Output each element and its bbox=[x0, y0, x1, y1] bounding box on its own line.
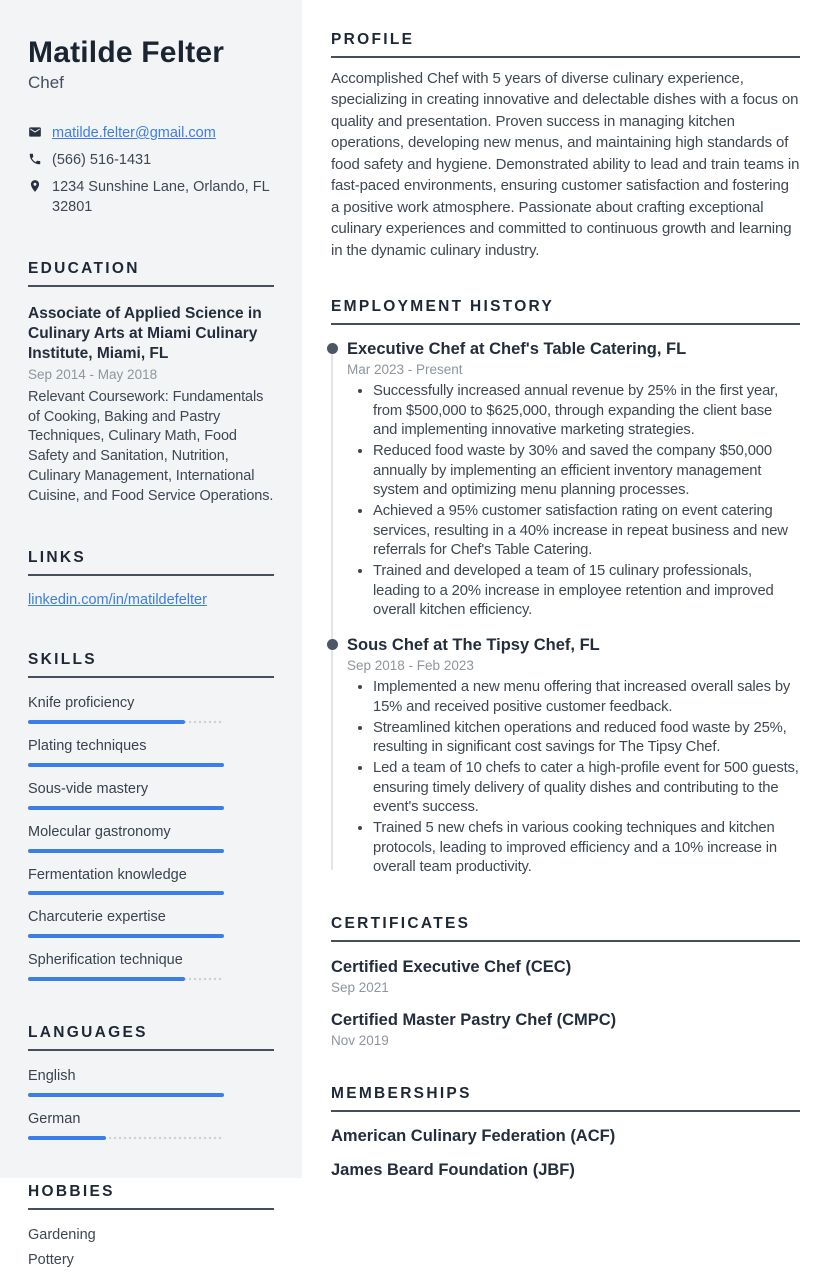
language-level-track bbox=[28, 1136, 224, 1140]
skill-level-fill bbox=[28, 763, 224, 767]
job-entry bbox=[331, 635, 800, 878]
hobbies-section bbox=[28, 1182, 274, 1273]
language-label: German bbox=[28, 1111, 81, 1128]
certificates-heading: CERTIFICATES bbox=[331, 914, 471, 932]
heading-divider bbox=[28, 574, 274, 576]
employment-timeline bbox=[331, 339, 800, 878]
employment-heading: EMPLOYMENT HISTORY bbox=[331, 297, 555, 315]
heading-divider bbox=[28, 285, 274, 287]
language-label: English bbox=[28, 1068, 76, 1085]
job-bullet: • Successfully increased annual revenue by 25% in the first year, from $500,000 to $625,000, through expanding the client base and implementing innovative marketing strategies. bbox=[373, 382, 800, 441]
linkedin-link[interactable]: linkedin.com/in/matildefelter bbox=[28, 592, 207, 609]
education-degree: Associate of Applied Science in Culinary Arts at Miami Culinary Institute, Miami, FL bbox=[28, 305, 262, 362]
job-entry bbox=[331, 339, 800, 621]
links-section bbox=[28, 548, 274, 608]
hobbies-list bbox=[28, 1223, 274, 1273]
skill-label: Molecular gastronomy bbox=[28, 823, 171, 840]
job-bullet: • Reduced food waste by 30% and saved the company $50,000 annually by implementing an efficient inventory management system and optimizing menu planning processes. bbox=[373, 442, 800, 501]
email-link[interactable]: matilde.felter@gmail.com bbox=[52, 125, 216, 141]
heading-divider bbox=[331, 56, 800, 58]
skill-level-track bbox=[28, 891, 224, 895]
skill-level-fill bbox=[28, 977, 185, 981]
memberships-list bbox=[331, 1126, 800, 1180]
skill-item bbox=[28, 866, 274, 896]
hobbies-heading: HOBBIES bbox=[28, 1182, 115, 1200]
skill-label: Charcuterie expertise bbox=[28, 909, 166, 926]
phone-icon bbox=[28, 152, 42, 166]
heading-divider bbox=[331, 940, 800, 942]
hobby-item: Gardening bbox=[28, 1226, 96, 1243]
skill-level-track bbox=[28, 977, 224, 981]
profile-text: Accomplished Chef with 5 years of diverse culinary experience, specializing in creating innovative and delectable dishes with a focus on quality and presentation. Proven success in managing kitchen operations, developing new menus, and maintaining high standards of food safety and hygiene. Demonstrated ability to lead and train teams in fast-paced environments, ensuring customer satisfaction and fostering a positive work atmosphere. Passionate about crafting exceptional culinary experiences and committed to continuous growth and learning in the dynamic culinary industry. bbox=[331, 70, 800, 259]
certificate-date: Sep 2021 bbox=[331, 980, 389, 996]
skill-item bbox=[28, 737, 274, 767]
languages-section bbox=[28, 1023, 274, 1140]
membership-item: American Culinary Federation (ACF) bbox=[331, 1127, 616, 1146]
contact-row-phone bbox=[28, 150, 274, 170]
skill-label: Sous-vide mastery bbox=[28, 780, 149, 797]
person-name: Matilde Felter bbox=[28, 36, 225, 69]
certificate-item bbox=[331, 957, 800, 995]
skill-level-fill bbox=[28, 806, 224, 810]
skill-item bbox=[28, 908, 274, 938]
skill-item bbox=[28, 823, 274, 853]
main-column bbox=[302, 0, 833, 1178]
certificate-title: Certified Master Pastry Chef (CMPC) bbox=[331, 1011, 617, 1030]
profile-heading: PROFILE bbox=[331, 31, 415, 48]
language-level-fill bbox=[28, 1136, 106, 1140]
skill-level-fill bbox=[28, 849, 224, 853]
skill-label: Plating techniques bbox=[28, 738, 147, 755]
person-role: Chef bbox=[28, 73, 64, 92]
heading-divider bbox=[331, 323, 800, 325]
skills-list bbox=[28, 694, 274, 981]
job-bullet: • Trained and developed a team of 15 culinary professionals, leading to a 20% increase in employee retention and improved overall kitchen efficiency. bbox=[373, 562, 800, 621]
job-bullet: • Streamlined kitchen operations and reduced food waste by 25%, resulting in significant cost savings for The Tipsy Chef. bbox=[373, 719, 800, 758]
job-bullet: • Implemented a new menu offering that increased overall sales by 15% and received positive customer feedback. bbox=[373, 678, 800, 717]
heading-divider bbox=[331, 1110, 800, 1112]
skill-item bbox=[28, 780, 274, 810]
certificates-list bbox=[331, 957, 800, 1048]
memberships-heading: MEMBERSHIPS bbox=[331, 1085, 472, 1103]
job-bullet: • Achieved a 95% customer satisfaction rating on event catering services, resulting in a 40% increase in repeat business and new referrals for Chef's Table Catering. bbox=[373, 502, 800, 561]
sidebar bbox=[0, 0, 302, 1268]
skill-level-fill bbox=[28, 720, 185, 724]
skill-level-track bbox=[28, 849, 224, 853]
skill-level-track bbox=[28, 720, 224, 724]
skills-section bbox=[28, 650, 274, 981]
certificate-item bbox=[331, 1010, 800, 1048]
education-dates: Sep 2014 - May 2018 bbox=[28, 366, 158, 382]
job-bullets bbox=[347, 382, 800, 621]
skill-level-fill bbox=[28, 934, 224, 938]
skill-label: Spherification technique bbox=[28, 952, 183, 969]
certificates-section bbox=[331, 914, 800, 1048]
languages-heading: LANGUAGES bbox=[28, 1024, 148, 1042]
phone-number: (566) 516-1431 bbox=[52, 152, 152, 168]
job-bullet: • Trained 5 new chefs in various cooking techniques and kitchen protocols, leading to improved efficiency and a 10% increase in overall team productivity. bbox=[373, 819, 800, 878]
contact-block bbox=[28, 123, 274, 217]
location-pin-icon bbox=[28, 179, 42, 193]
skill-item bbox=[28, 951, 274, 981]
languages-list bbox=[28, 1067, 274, 1140]
job-dates: Mar 2023 - Present bbox=[347, 362, 463, 378]
skill-label: Knife proficiency bbox=[28, 695, 135, 712]
job-title: Executive Chef at Chef's Table Catering, FL bbox=[347, 339, 687, 358]
email-icon bbox=[28, 125, 42, 139]
job-dates: Sep 2018 - Feb 2023 bbox=[347, 658, 474, 674]
timeline-dot-icon bbox=[327, 639, 338, 650]
skill-label: Fermentation knowledge bbox=[28, 866, 187, 883]
heading-divider bbox=[28, 676, 274, 678]
language-item bbox=[28, 1110, 274, 1140]
contact-row-address bbox=[28, 177, 274, 217]
language-level-track bbox=[28, 1093, 224, 1097]
links-heading: LINKS bbox=[28, 549, 86, 567]
heading-divider bbox=[28, 1049, 274, 1051]
membership-item: James Beard Foundation (JBF) bbox=[331, 1161, 575, 1180]
certificate-date: Nov 2019 bbox=[331, 1033, 389, 1049]
address-text: 1234 Sunshine Lane, Orlando, FL 32801 bbox=[52, 179, 270, 215]
skill-level-fill bbox=[28, 891, 224, 895]
skill-item bbox=[28, 694, 274, 724]
education-heading: EDUCATION bbox=[28, 260, 140, 277]
job-bullet: • Led a team of 10 chefs to cater a high-profile event for 500 guests, ensuring timely delivery of quality dishes and contributing to the event's success. bbox=[373, 759, 800, 818]
employment-section bbox=[331, 297, 800, 878]
hobby-item: Pottery bbox=[28, 1251, 74, 1268]
skill-level-track bbox=[28, 763, 224, 767]
heading-divider bbox=[28, 1208, 274, 1210]
memberships-section bbox=[331, 1084, 800, 1180]
contact-row-email bbox=[28, 123, 274, 143]
language-item bbox=[28, 1067, 274, 1097]
skill-level-track bbox=[28, 806, 224, 810]
education-section bbox=[28, 259, 274, 506]
skills-heading: SKILLS bbox=[28, 651, 97, 669]
language-level-fill bbox=[28, 1093, 224, 1097]
education-description: Relevant Coursework: Fundamentals of Cooking, Baking and Pastry Techniques, Culinary Math, Food Safety and Sanitation, Nutrition, Culinary Management, International Cuisine, and Food Service Operations. bbox=[28, 388, 274, 504]
profile-section bbox=[331, 30, 800, 261]
skill-level-track bbox=[28, 934, 224, 938]
job-title: Sous Chef at The Tipsy Chef, FL bbox=[347, 636, 600, 655]
links-list bbox=[28, 592, 274, 608]
timeline-dot-icon bbox=[327, 343, 338, 354]
certificate-title: Certified Executive Chef (CEC) bbox=[331, 957, 572, 976]
job-bullets bbox=[347, 678, 800, 878]
